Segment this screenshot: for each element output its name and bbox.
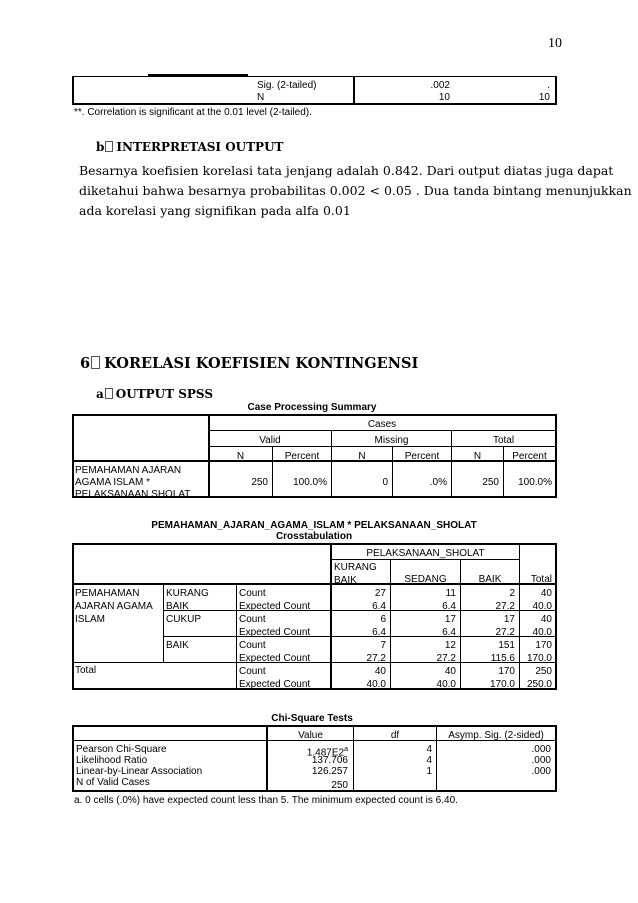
crosstab-cell: 40 xyxy=(540,588,552,599)
chi-value xyxy=(270,765,348,778)
chi-value-text: 1.487E2 xyxy=(306,747,345,759)
crosstab-cell: 12 xyxy=(444,640,456,651)
chi-value-text: 250 xyxy=(331,780,348,791)
crosstab-cell: 170 xyxy=(498,666,515,677)
row-label: PELAKSANAAN SHOLAT xyxy=(75,489,191,500)
crosstab-cell: 250 xyxy=(535,666,552,677)
total-row-label: Total xyxy=(75,665,97,676)
corr-cell: 10 xyxy=(438,92,450,103)
crosstab-cell: 40.0 xyxy=(436,679,456,690)
summary-value: 0 xyxy=(382,477,388,488)
crosstab-cell: 27.2 xyxy=(366,653,386,664)
section-6-heading xyxy=(80,355,418,372)
crosstab-cell: 40.0 xyxy=(532,627,552,638)
corr-row-label: Sig. (2-tailed) xyxy=(257,80,317,91)
chi-header-sig: Asymp. Sig. (2-sided) xyxy=(448,730,544,741)
crosstab-cell: 27.2 xyxy=(495,627,515,638)
chi-header-value: Value xyxy=(298,730,323,741)
crosstab-title: PEMAHAMAN_AJARAN_AGAMA_ISLAM * PELAKSANAAN_SHOLAT xyxy=(151,520,477,531)
stat-name: Count xyxy=(239,614,266,625)
case-summary-title: Case Processing Summary xyxy=(247,402,377,413)
chi-value xyxy=(270,779,348,792)
crosstab-cell: 7 xyxy=(380,640,386,651)
paragraph-line: ada korelasi yang signifikan pada alfa 0.01 xyxy=(79,203,351,218)
group-header: Total xyxy=(492,435,515,446)
crosstab-cell: 6 xyxy=(380,614,386,625)
section-b-marker: b xyxy=(96,140,105,154)
paragraph-line: Besarnya koefisien korelasi tata jenjang adalah 0.842. Dari output diatas juga dapat xyxy=(79,163,614,178)
interpretation-paragraph xyxy=(79,161,632,221)
crosstab-subtitle: Crosstabulation xyxy=(275,531,353,542)
crosstab-cell: 17 xyxy=(444,614,456,625)
summary-value: .0% xyxy=(429,477,447,488)
crosstab-cell: 151 xyxy=(498,640,515,651)
section-6-title: KORELASI KOEFISIEN KONTINGENSI xyxy=(104,355,419,372)
chi-superscript: a xyxy=(344,746,348,753)
col-header-total: Total xyxy=(530,574,552,585)
sub-header: Percent xyxy=(404,451,440,462)
crosstab-cell: 17 xyxy=(503,614,515,625)
crosstab-cell: 6.4 xyxy=(442,601,456,612)
crosstab-cell: 6.4 xyxy=(372,627,386,638)
chi-sig: .000 xyxy=(531,755,551,766)
col-group-header: PELAKSANAAN_SHOLAT xyxy=(366,548,485,559)
chi-sig: .000 xyxy=(531,766,551,777)
section-a-title: OUTPUT SPSS xyxy=(115,387,213,401)
sub-header: N xyxy=(358,451,366,462)
crosstab-cell: 6.4 xyxy=(442,627,456,638)
chi-row-label: Likelihood Ratio xyxy=(76,755,148,766)
summary-value: 250 xyxy=(482,477,499,488)
paragraph-line: diketahui bahwa besarnya probabilitas 0.002 < 0.05 . Dua tanda bintang menunjukkan xyxy=(79,183,632,198)
crosstab-cell: 40.0 xyxy=(366,679,386,690)
crosstab-cell: 6.4 xyxy=(372,601,386,612)
section-b-heading xyxy=(96,140,283,154)
crosstab-cell: 11 xyxy=(445,588,456,599)
stat-name: Expected Count xyxy=(239,601,311,612)
stat-name: Count xyxy=(239,640,266,651)
col-header-baik: BAIK xyxy=(478,574,502,585)
corr-cell: 10 xyxy=(538,92,550,103)
row-label: AGAMA ISLAM * xyxy=(75,477,151,488)
corr-cell: .002 xyxy=(430,80,450,91)
cases-header: Cases xyxy=(367,419,397,430)
section-a-marker: a xyxy=(96,387,104,401)
crosstab-cell: 40 xyxy=(444,666,456,677)
crosstab-cell: 27.2 xyxy=(436,653,456,664)
sub-header: N xyxy=(236,451,245,462)
crosstab-cell: 40 xyxy=(374,666,386,677)
crosstab-cell: 40 xyxy=(540,614,552,625)
sub-header: Percent xyxy=(512,451,547,462)
crosstab-cell: 27 xyxy=(374,588,386,599)
stat-name: Expected Count xyxy=(239,627,311,638)
row-label: PEMAHAMAN AJARAN xyxy=(75,465,182,476)
corr-cell: . xyxy=(547,80,550,91)
stat-name: Count xyxy=(239,666,266,677)
chi-row-label: Pearson Chi-Square xyxy=(76,744,167,755)
col-header-kurang-baik: KURANG BAIK xyxy=(334,562,377,586)
chi-square-footnote: a. 0 cells (.0%) have expected count less than 5. The minimum expected count is 6.40. xyxy=(74,795,458,806)
category-kurang-baik: KURANG BAIK xyxy=(166,588,209,612)
chi-df: 1 xyxy=(426,766,432,777)
crosstab-cell: 40.0 xyxy=(532,601,552,612)
group-header: Missing xyxy=(374,435,409,446)
chi-value-text: 126.257 xyxy=(311,766,348,777)
category-cukup: CUKUP xyxy=(166,614,202,625)
section-6-marker: 6 xyxy=(80,355,91,372)
chi-row-label: Linear-by-Linear Association xyxy=(76,766,203,777)
stat-name: Expected Count xyxy=(239,679,311,690)
crosstab-cell: 2 xyxy=(509,588,515,599)
stat-name: Expected Count xyxy=(239,653,311,664)
page-number: 10 xyxy=(548,36,562,51)
crosstab-cell: 170 xyxy=(535,640,552,651)
category-baik: BAIK xyxy=(166,640,189,651)
summary-value: 250 xyxy=(251,477,268,488)
group-header: Valid xyxy=(259,435,281,446)
corr-row-label: N xyxy=(257,92,265,103)
chi-square-title: Chi-Square Tests xyxy=(271,713,353,724)
summary-value: 100.0% xyxy=(293,477,327,488)
crosstab-cell: 115.6 xyxy=(490,653,515,664)
chi-header-df: df xyxy=(390,730,400,741)
sub-header: Percent xyxy=(284,451,320,462)
stat-name: Count xyxy=(239,588,266,599)
section-b-title: INTERPRETASI OUTPUT xyxy=(116,140,284,154)
chi-sig: .000 xyxy=(531,744,551,755)
chi-df: 4 xyxy=(426,755,432,766)
corr-footnote: **. Correlation is significant at the 0.01 level (2-tailed). xyxy=(74,107,312,118)
sub-header: N xyxy=(473,451,482,462)
summary-value: 100.0% xyxy=(518,477,552,488)
crosstab-cell: 170.0 xyxy=(489,679,515,690)
crosstab-cell: 170.0 xyxy=(526,653,552,664)
chi-df: 4 xyxy=(426,744,432,755)
crosstab-cell: 250.0 xyxy=(526,679,552,690)
chi-row-label: N of Valid Cases xyxy=(76,777,150,788)
chi-value-text: 137.706 xyxy=(311,755,348,766)
row-variable-label: PEMAHAMAN AJARAN AGAMA ISLAM xyxy=(75,588,153,625)
col-header-sedang: SEDANG xyxy=(404,574,447,585)
crosstab-cell: 27.2 xyxy=(495,601,515,612)
section-a-heading xyxy=(96,387,213,401)
